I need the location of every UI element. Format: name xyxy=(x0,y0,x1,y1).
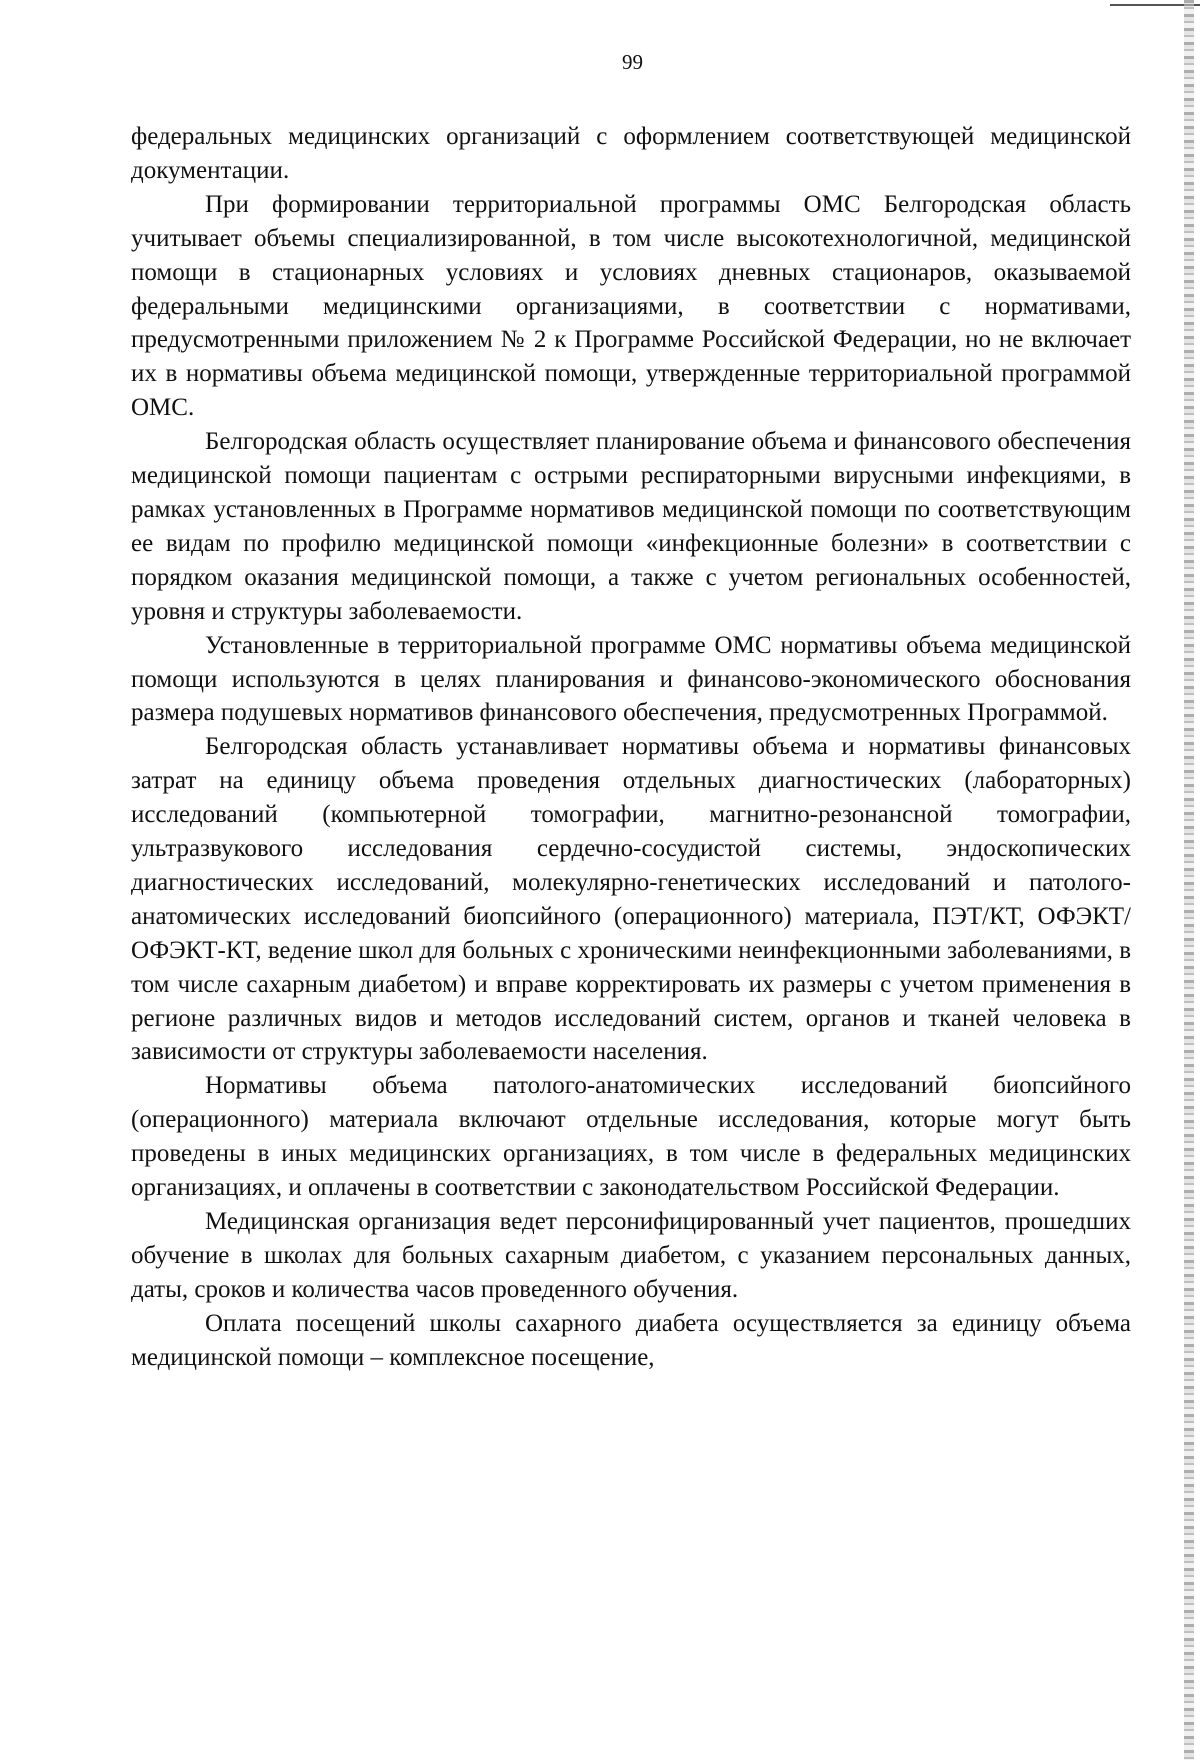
paragraph-2: При формировании территориальной программы ОМС Белгородская область учитывает объемы специализированной, в том числе высокотехнологичной, медицинской помощи в стационарных условиях и условиях дневных стационаров, оказываемой федеральными медицинскими организациями, в соответствии с нормативами, предусмотренными приложением № 2 к Программе Российской Федерации, но не включает их в нормативы объема медицинской помощи, утвержденные территориальной программой ОМС. xyxy=(131,190,1131,422)
document-body xyxy=(131,120,1131,1375)
paragraph-4: Установленные в территориальной программе ОМС нормативы объема медицинской помощи используются в целях планирования и финансово-экономического обоснования размера подушевых нормативов финансового обеспечения, предусмотренных Программой. xyxy=(131,631,1131,727)
paragraph-8: Оплата посещений школы сахарного диабета осуществляется за единицу объема медицинской помощи – комплексное посещение, xyxy=(131,1309,1131,1371)
paragraph-3: Белгородская область осуществляет планирование объема и финансового обеспечения медицинской помощи пациентам с острыми респираторными вирусными инфекциями, в рамках установленных в Программе нормативов медицинской помощи по соответствующим ее видам по профилю медицинской помощи «инфекционные болезни» в соответствии с порядком оказания медицинской помощи, а также с учетом региональных особенностей, уровня и структуры заболеваемости. xyxy=(131,428,1131,625)
paragraph-5: Белгородская область устанавливает нормативы объема и нормативы финансовых затрат на единицу объема проведения отдельных диагностических (лабораторных) исследований (компьютерной томографии, магнитно-резонансной томографии, ультразвукового исследования сердечно-сосудистой системы, эндоскопических диагностических исследований, молекулярно-генетических исследований и патолого-анатомических исследований биопсийного (операционного) материала, ПЭТ/КТ, ОФЭКТ/ОФЭКТ-КТ, ведение школ для больных с хроническими неинфекционными заболеваниями, в том числе сахарным диабетом) и вправе корректировать их размеры с учетом применения в регионе различных видов и методов исследований систем, органов и тканей человека в зависимости от структуры заболеваемости населения. xyxy=(131,733,1131,1066)
scan-edge-right xyxy=(1184,0,1194,1760)
page-number: 99 xyxy=(622,50,643,74)
paragraph-7: Медицинская организация ведет персонифицированный учет пациентов, прошедших обучение в школах для больных сахарным диабетом, с указанием персональных данных, даты, сроков и количества часов проведенного обучения. xyxy=(131,1208,1131,1303)
paragraph-6: Нормативы объема патолого-анатомических исследований биопсийного (операционного) материала включают отдельные исследования, которые могут быть проведены в иных медицинских организациях, в том числе в федеральных медицинских организациях, и оплачены в соответствии с законодательством Российской Федерации. xyxy=(131,1072,1131,1202)
paragraph-1: федеральных медицинских организаций с оформлением соответствующей медицинской документации. xyxy=(131,123,1131,184)
